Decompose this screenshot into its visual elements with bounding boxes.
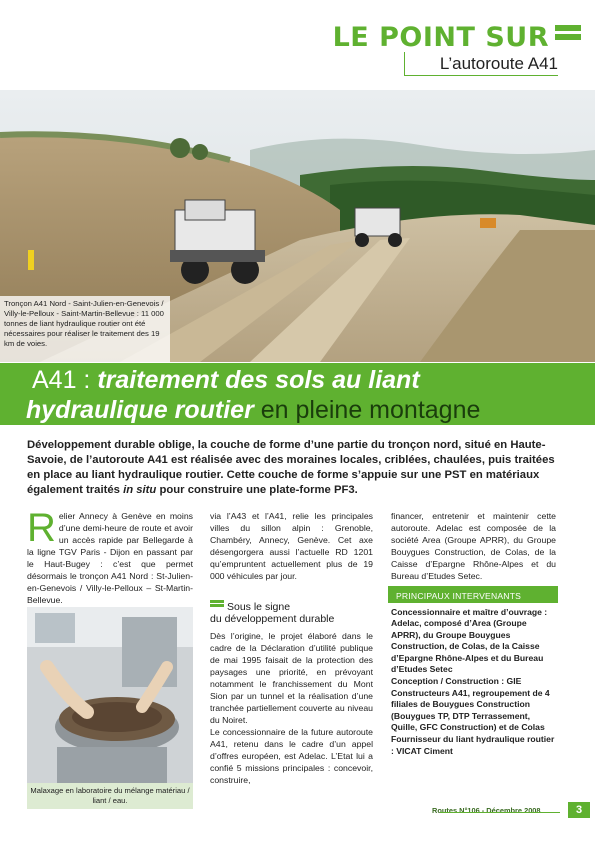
- intervenants-heading: PRINCIPAUX INTERVENANTS: [388, 589, 558, 603]
- intervenants-box: [388, 586, 558, 791]
- page-number: 3: [568, 802, 590, 818]
- article-lead: [27, 438, 557, 498]
- column-3: [391, 510, 556, 582]
- issue-info: Routes N°106 - Décembre 2008: [432, 806, 541, 815]
- col3-paragraph1: financer, entretenir et maintenir cette autoroute. Adelac est composée de la société Area (Groupe APRR), du Groupe Bouygues Construction, de Colas, de la Caisse d’Epargne Rhône-Alpes et du Bureau d’Etudes Setec.: [391, 511, 556, 581]
- column-2-continued: [210, 630, 373, 786]
- footer-rule: [440, 812, 560, 813]
- lab-photo-caption: Malaxage en laboratoire du mélange matériau / liant / eau.: [27, 783, 193, 809]
- photo-caption: Tronçon A41 Nord - Saint-Julien-en-Genevois / Villy-le-Pelloux - Saint-Martin-Bellevue : 11 000 tonnes de liant hydraulique routier ont été nécessaires pour réaliser le traitement des 19 km de voies.: [0, 296, 170, 362]
- subhead-line1: Sous le signe: [227, 601, 291, 613]
- col1-paragraph1: elier Annecy à Genève en moins d’une demi-heure de route et avoir un accès rapide par Bellegarde à la ligne TGV Paris - Dijon en passant par le Haut-Bugey : c’est que permet désormais le tronçon A41 Nord : St-Julien-en-Genevois / Villy-le-Pelloux – St-Martin-Bellevue.: [27, 511, 193, 605]
- topic-label: L’autoroute A41: [439, 54, 558, 73]
- article-title-line2: [26, 395, 480, 425]
- lab-mixer-photo: [27, 607, 193, 783]
- title-part1-bold: traitement des sols au liant: [97, 366, 420, 394]
- col2-paragraph1: via l’A43 et l’A41, relie les principales villes du sillon alpin : Grenoble, Chambéry, Annecy, Genève. Cet axe désengorgera aussi l’actuelle RD 1201 qu’empruntent actuellement plus de 19 000 véhicules par jour.: [210, 511, 373, 581]
- subheading: [210, 600, 373, 625]
- intervenant-item: Fournisseur du liant hydraulique routier : VICAT Ciment: [391, 734, 555, 756]
- subhead-bars-icon: [210, 600, 224, 611]
- lead-text2: pour construire une plate-forme PF3.: [156, 484, 358, 496]
- col2-paragraph2: Dès l’origine, le projet élaboré dans le cadre de la Déclaration d’utilité publique de mai 1995 faisait de la protection des paysages une priorité, en prévoyant notamment le franchissement du Mont Sion par un tunnel et la réalisation d’une tranchée partiellement couverte au niveau du Noiret.: [210, 631, 373, 725]
- intervenants-list: [388, 603, 558, 757]
- intervenant-item: Concessionnaire et maître d’ouvrage : Adelac, composé d’Area (Groupe APRR), du Groupe Bouygues Construction, de Colas, de la Caisse d’Epargne Rhône-Alpes et du Bureau d’Etudes Setec: [391, 607, 548, 675]
- section-bars-icon: [555, 25, 581, 51]
- subhead-line2: du développement durable: [210, 613, 335, 625]
- lead-text1: Développement durable oblige, la couche de forme d’une partie du tronçon nord, situé en Haute-Savoie, de l’autoroute A41 est réalisée avec des moraines locales, criblées, chaulées, puis traitées en place au liant hydraulique routier. Cette couche de forme s’appuie sur une PST en matériaux également traités: [27, 439, 555, 496]
- drop-cap: R: [27, 506, 56, 550]
- section-title: LE POINT SUR: [332, 22, 549, 53]
- title-part2-thin: en pleine montagne: [253, 396, 481, 424]
- article-title-line1: [32, 365, 420, 395]
- intervenant-item: Conception / Construction : GIE Constructeurs A41, regroupement de 4 filiales de Bouygues Construction (Bouygues TP, DTP Terrassement, Quille, GFC Construction) et de Colas: [391, 676, 550, 733]
- column-2: [210, 510, 373, 582]
- title-part2-bold: hydraulique routier: [26, 396, 254, 424]
- title-part1-thin: A41 :: [32, 366, 98, 394]
- lead-emphasis: in situ: [123, 484, 157, 496]
- col2-paragraph3: Le concessionnaire de la future autoroute A41, retenu dans le cadre d’un appel d’offres européen, est Adelac. L’Etat lui a confié 5 missions principales : concevoir, construire,: [210, 727, 373, 785]
